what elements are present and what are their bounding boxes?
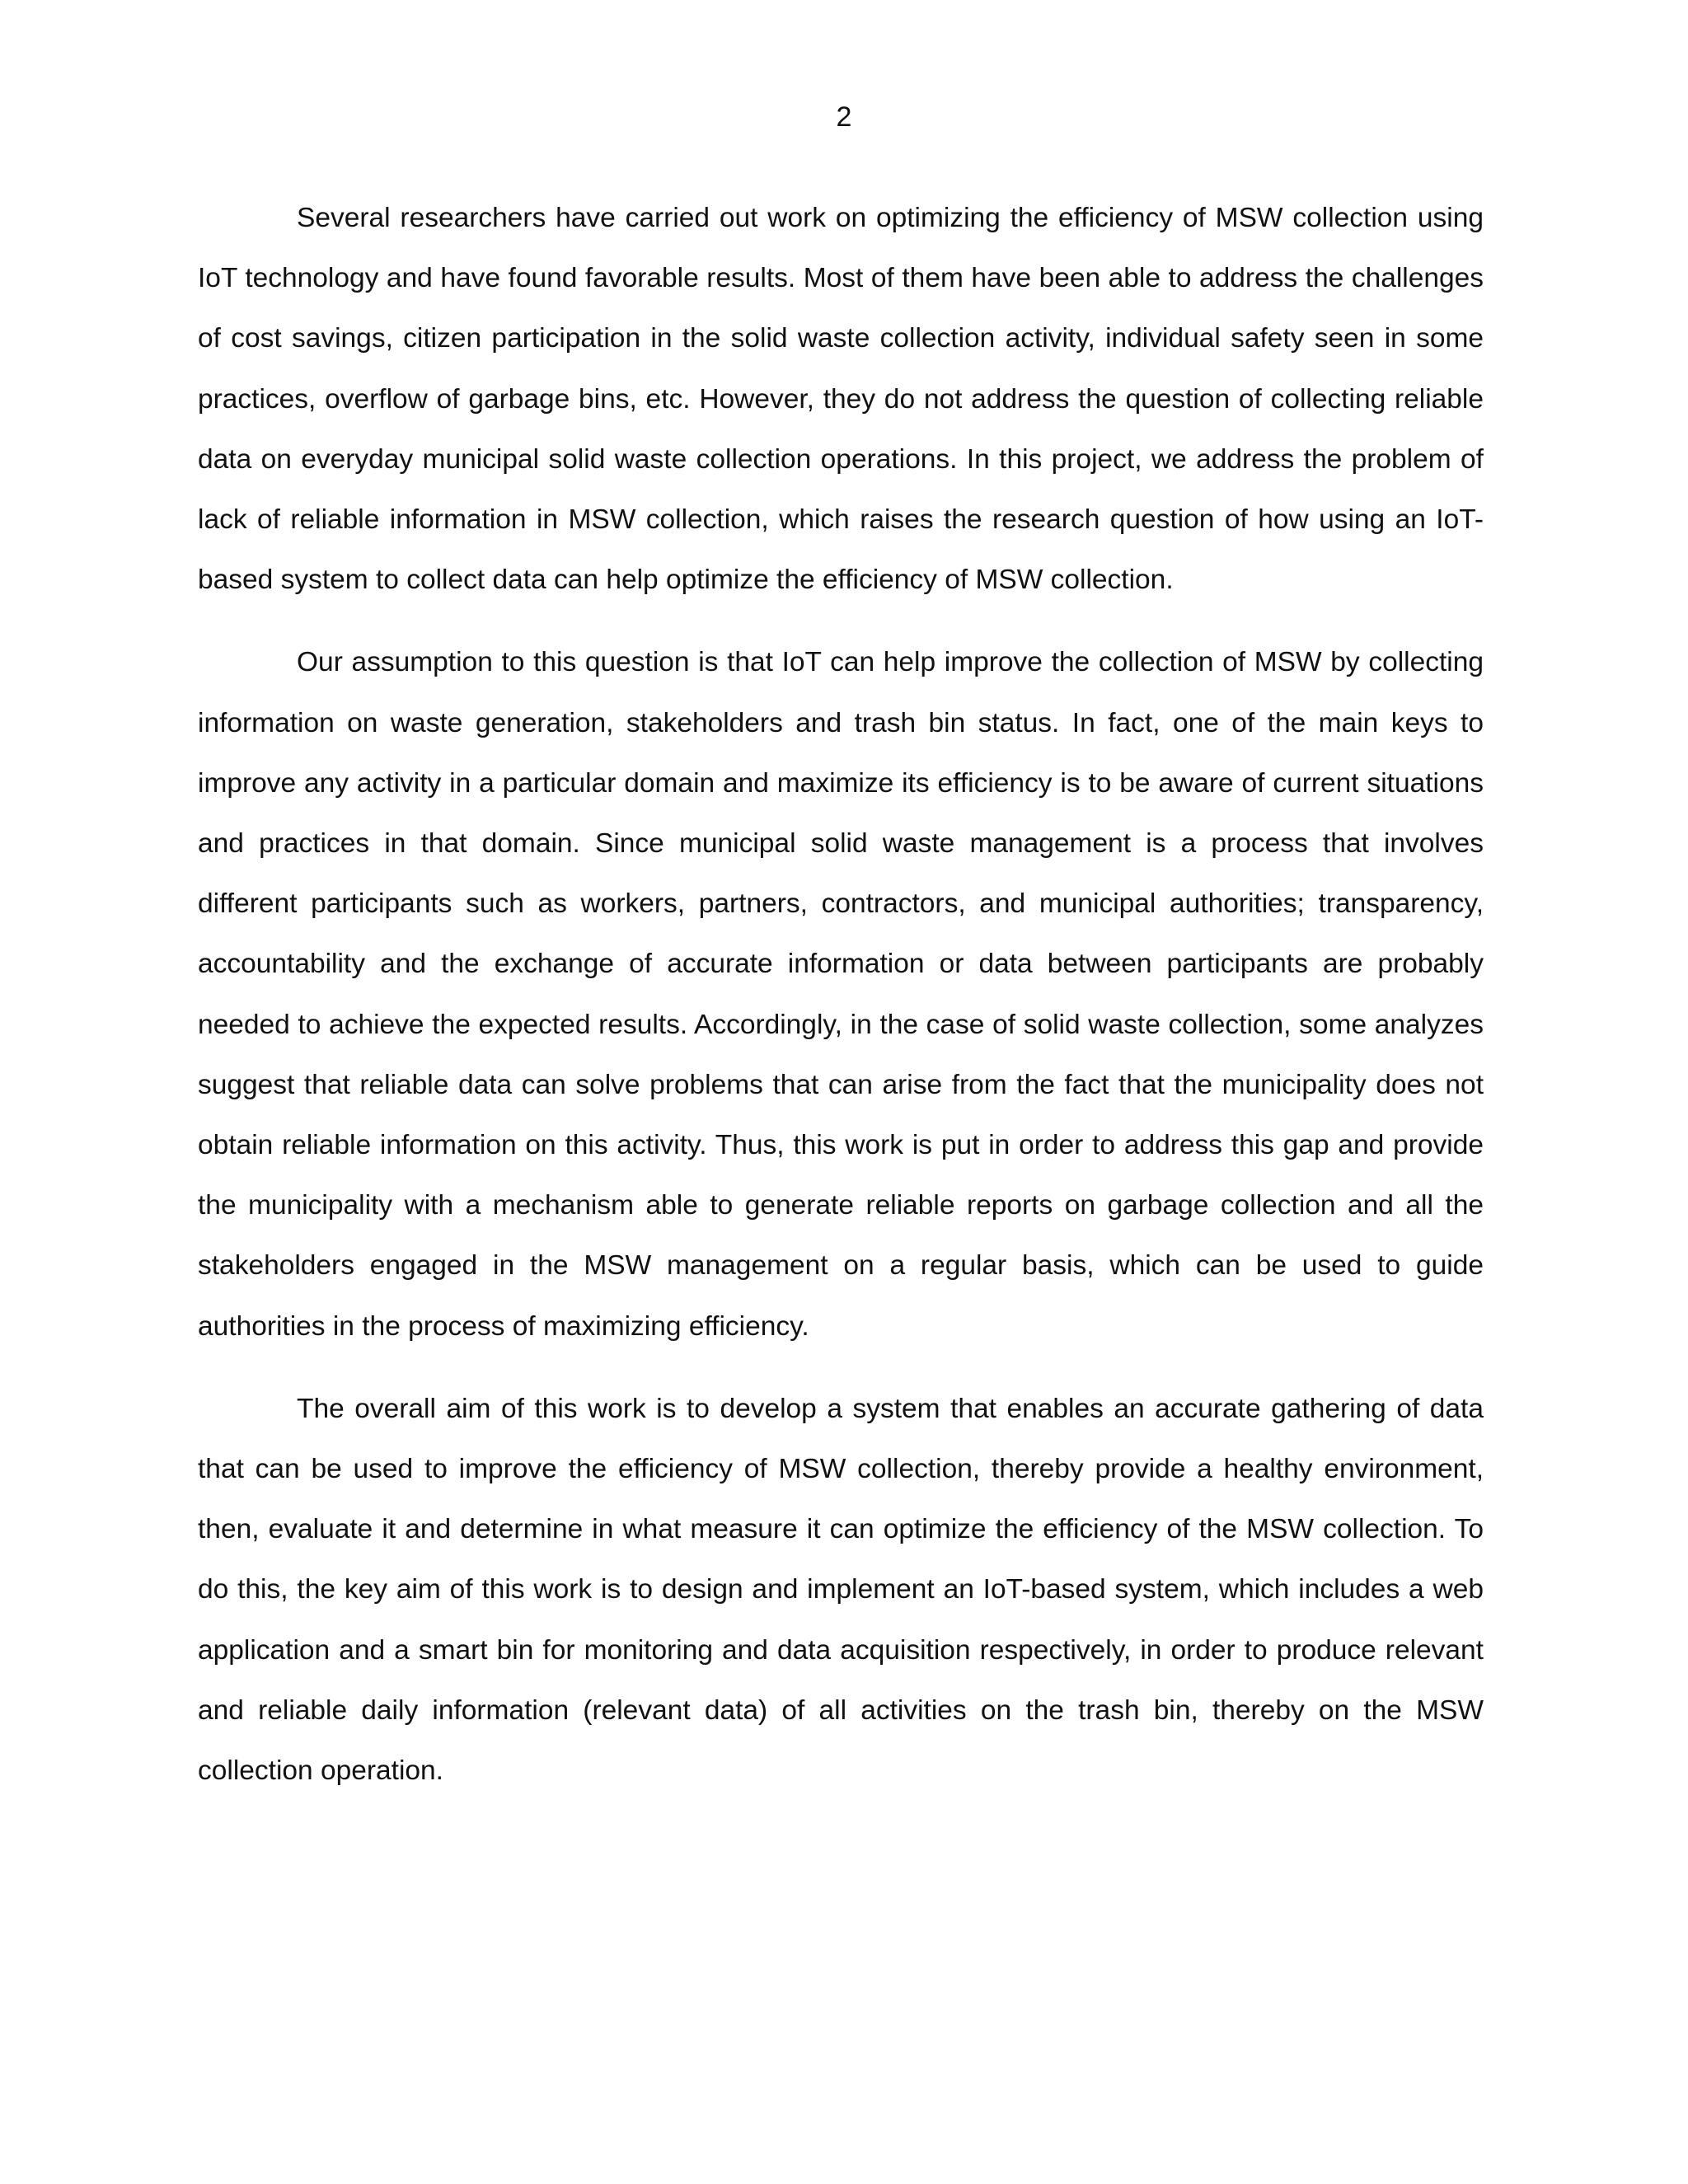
page-number: 2 — [836, 101, 852, 133]
paragraph-research-background: Several researchers have carried out work on optimizing the efficiency of MSW collection using IoT technology and have found favorable results. Most of them have been able to address the challenges of cost savings, citizen participation in the solid waste collection activity, individual safety seen in some practices, overflow of garbage bins, etc. However, they do not address the question of collecting reliable data on everyday municipal solid waste collection operations. In this project, we address the problem of lack of reliable information in MSW collection, which raises the research question of how using an IoT-based system to collect data can help optimize the efficiency of MSW collection. — [198, 203, 1484, 596]
document-body — [198, 188, 1484, 1823]
paragraph-assumption: Our assumption to this question is that IoT can help improve the collection of MSW by collecting information on waste generation, stakeholders and trash bin status. In fact, one of the main keys to improve any activity in a particular domain and maximize its efficiency is to be aware of current situations and practices in that domain. Since municipal solid waste management is a process that involves different participants such as workers, partners, contractors, and municipal authorities; transparency, accountability and the exchange of accurate information or data between participants are probably needed to achieve the expected results. Accordingly, in the case of solid waste collection, some analyzes suggest that reliable data can solve problems that can arise from the fact that the municipality does not obtain reliable information on this activity. Thus, this work is put in order to address this gap and provide the municipality with a mechanism able to generate reliable reports on garbage collection and all the stakeholders engaged in the MSW management on a regular basis, which can be used to guide authorities in the process of maximizing efficiency. — [198, 647, 1484, 1342]
paragraph-overall-aim: The overall aim of this work is to develop a system that enables an accurate gathering of data that can be used to improve the efficiency of MSW collection, thereby provide a healthy environment, then, evaluate it and determine in what measure it can optimize the efficiency of the MSW collection. To do this, the key aim of this work is to design and implement an IoT-based system, which includes a web application and a smart bin for monitoring and data acquisition respectively, in order to produce relevant and reliable daily information (relevant data) of all activities on the trash bin, thereby on the MSW collection operation. — [198, 1393, 1484, 1787]
